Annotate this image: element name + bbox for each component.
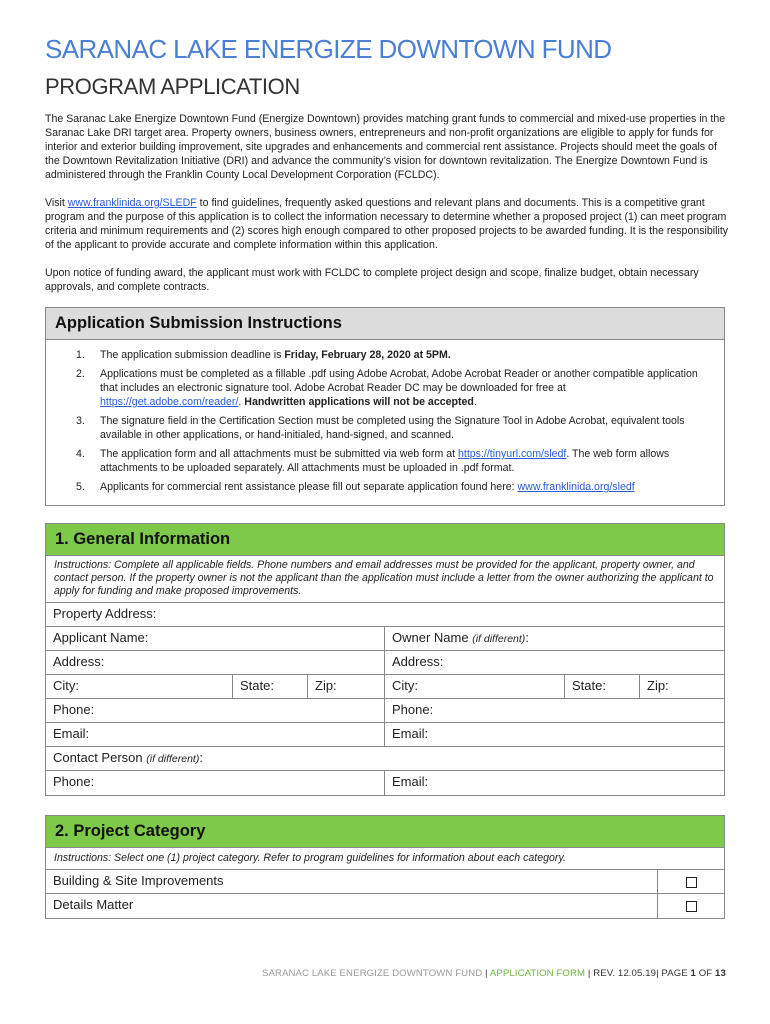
owner-city-field[interactable]: City: bbox=[385, 675, 565, 698]
category-option-row bbox=[46, 894, 724, 918]
instruction-item bbox=[66, 348, 704, 362]
document-title: SARANAC LAKE ENERGIZE DOWNTOWN FUND bbox=[45, 34, 612, 64]
footer-separator: | bbox=[585, 968, 594, 979]
web-form-link[interactable]: https://tinyurl.com/sledf bbox=[458, 448, 567, 460]
instruction-number: 1. bbox=[76, 349, 85, 361]
category-option-row bbox=[46, 870, 724, 894]
instruction-text: Applicants for commercial rent assistance please fill out separate application found here: bbox=[100, 481, 518, 493]
instruction-number: 5. bbox=[76, 481, 85, 493]
contact-person-label: Contact Person bbox=[53, 750, 143, 765]
instruction-text: . bbox=[238, 396, 245, 408]
instruction-number: 2. bbox=[76, 368, 85, 380]
project-category-instructions: Instructions: Select one (1) project category. Refer to program guidelines for information about each category. bbox=[46, 848, 724, 870]
applicant-zip-field[interactable]: Zip: bbox=[308, 675, 385, 698]
footer-of: OF bbox=[695, 968, 716, 979]
document-subtitle: PROGRAM APPLICATION bbox=[45, 74, 300, 99]
footer-form-name: APPLICATION FORM bbox=[489, 968, 586, 979]
owner-name-label: Owner Name bbox=[392, 630, 469, 645]
project-category-section bbox=[45, 815, 725, 919]
owner-zip-field[interactable]: Zip: bbox=[647, 678, 669, 693]
general-information-section bbox=[45, 523, 725, 796]
deadline-text: Friday, February 28, 2020 at 5PM. bbox=[284, 349, 451, 361]
rent-assistance-link[interactable]: www.franklinida.org/sledf bbox=[517, 481, 635, 493]
instruction-number: 4. bbox=[76, 448, 85, 460]
category-option-label: Details Matter bbox=[46, 894, 658, 918]
intro-paragraph-2-post: to find guidelines, frequently asked questions and relevant plans and documents. This is a competitive grant program and the purpose of this application is to collect the information necessary to determine whether a proposed project (1) can meet program criteria and minimum requirements and (2) scores high enough compared to other proposed projects to be awarded funding. It is the responsibility of the applicant to provide accurate and complete information within this application. bbox=[45, 197, 729, 251]
instruction-item bbox=[66, 414, 704, 442]
phone-row bbox=[46, 699, 724, 723]
applicant-phone-field[interactable]: Phone: bbox=[46, 699, 385, 722]
instruction-item bbox=[66, 367, 704, 409]
intro-paragraph-2 bbox=[45, 196, 730, 252]
owner-name-colon: : bbox=[525, 630, 529, 645]
instruction-item bbox=[66, 480, 704, 494]
name-row bbox=[46, 627, 724, 651]
owner-state-field[interactable]: State: bbox=[565, 675, 640, 698]
footer-revision: REV. 12.05.19| PAGE bbox=[593, 968, 691, 979]
building-site-checkbox[interactable] bbox=[658, 870, 724, 893]
project-category-heading: 2. Project Category bbox=[46, 816, 724, 848]
guidelines-link[interactable]: www.franklinida.org/SLEDF bbox=[67, 197, 197, 209]
category-option-label: Building & Site Improvements bbox=[46, 870, 658, 893]
property-address-row bbox=[46, 603, 724, 627]
instruction-text: The signature field in the Certification Section must be completed using the Signature Tool in Adobe Acrobat, equivalent tools available in other applications, or hand-initialed, hand-signed, and scanned. bbox=[100, 415, 685, 441]
owner-phone-field[interactable]: Phone: bbox=[392, 702, 434, 717]
applicant-state-field[interactable]: State: bbox=[233, 675, 308, 698]
intro-paragraph-2-pre: Visit bbox=[45, 197, 68, 209]
handwritten-warning: Handwritten applications will not be accepted bbox=[244, 396, 474, 408]
owner-address-field[interactable]: Address: bbox=[392, 654, 444, 669]
intro-paragraph-1: The Saranac Lake Energize Downtown Fund (Energize Downtown) provides matching grant funds to commercial and mixed-use properties in the Saranac Lake DRI target area. Property owners, business owners, entrepreneurs and non-profit organizations are eligible to apply for funds for interior and exterior building improvement, site upgrades and enhancements and commercial rent assistance. Projects should meet the goals of the Downtown Revitalization Initiative (DRI) and advance the community’s vision for downtown revitalization. The Energize Downtown Fund is administered through the Franklin County Local Development Corporation (FCLDC). bbox=[45, 113, 726, 181]
intro-paragraph-3: Upon notice of funding award, the applicant must work with FCLDC to complete project design and scope, finalize budget, obtain necessary approvals, and complete contracts. bbox=[45, 267, 699, 293]
owner-name-field[interactable] bbox=[385, 627, 724, 650]
instruction-text: Applications must be completed as a fillable .pdf using Adobe Acrobat, Adobe Acrobat Reader or another compatible application that includes an electronic signature tool. Adobe Acrobat Reader DC may be downloaded for free at bbox=[100, 368, 698, 394]
city-row bbox=[46, 675, 724, 699]
contact-phone-field[interactable]: Phone: bbox=[46, 771, 385, 795]
instruction-text: . The web form allows attachments to be uploaded separately. All attachments must be uploaded in .pdf format. bbox=[100, 448, 670, 474]
general-information-heading: 1. General Information bbox=[46, 524, 724, 556]
footer-separator: | bbox=[482, 968, 490, 979]
submission-instructions-heading: Application Submission Instructions bbox=[46, 308, 724, 340]
applicant-address-field[interactable]: Address: bbox=[46, 651, 385, 674]
owner-email-field[interactable]: Email: bbox=[392, 726, 429, 741]
footer-page-total: 13 bbox=[715, 968, 726, 979]
instruction-number: 3. bbox=[76, 415, 85, 427]
email-row bbox=[46, 723, 724, 747]
submission-instructions-box bbox=[45, 307, 725, 506]
general-information-instructions: Instructions: Complete all applicable fields. Phone numbers and email addresses must be provided for the applicant, property owner, and contact person. If the property owner is not the applicant than the application must include a letter from the owner authorizing the applicant to apply for funding and make proposed improvements. bbox=[46, 556, 724, 603]
adobe-reader-link[interactable]: https://get.adobe.com/reader/ bbox=[100, 396, 239, 408]
applicant-email-field[interactable]: Email: bbox=[46, 723, 385, 746]
instruction-text: . bbox=[473, 396, 477, 408]
instruction-text: The application form and all attachments must be submitted via web form at bbox=[100, 448, 459, 460]
contact-person-note: (if different) bbox=[146, 753, 200, 765]
applicant-city-field[interactable]: City: bbox=[46, 675, 233, 698]
address-row bbox=[46, 651, 724, 675]
applicant-name-field[interactable]: Applicant Name: bbox=[46, 627, 385, 650]
page-footer bbox=[262, 968, 726, 979]
contact-person-row bbox=[46, 747, 724, 771]
contact-phone-email-row bbox=[46, 771, 724, 795]
checkbox-icon[interactable] bbox=[686, 901, 697, 912]
owner-name-note: (if different) bbox=[472, 633, 526, 645]
checkbox-icon[interactable] bbox=[686, 877, 697, 888]
submission-instructions-list bbox=[46, 340, 724, 505]
property-address-field[interactable]: Property Address: bbox=[53, 606, 157, 621]
contact-email-field[interactable]: Email: bbox=[392, 774, 429, 789]
footer-program-name: SARANAC LAKE ENERGIZE DOWNTOWN FUND bbox=[262, 968, 483, 979]
instruction-item bbox=[66, 447, 704, 475]
details-matter-checkbox[interactable] bbox=[658, 894, 724, 918]
contact-person-colon: : bbox=[199, 750, 203, 765]
instruction-text: The application submission deadline is bbox=[100, 349, 285, 361]
footer-page-number: 1 bbox=[690, 968, 696, 979]
contact-person-field[interactable] bbox=[46, 747, 724, 770]
